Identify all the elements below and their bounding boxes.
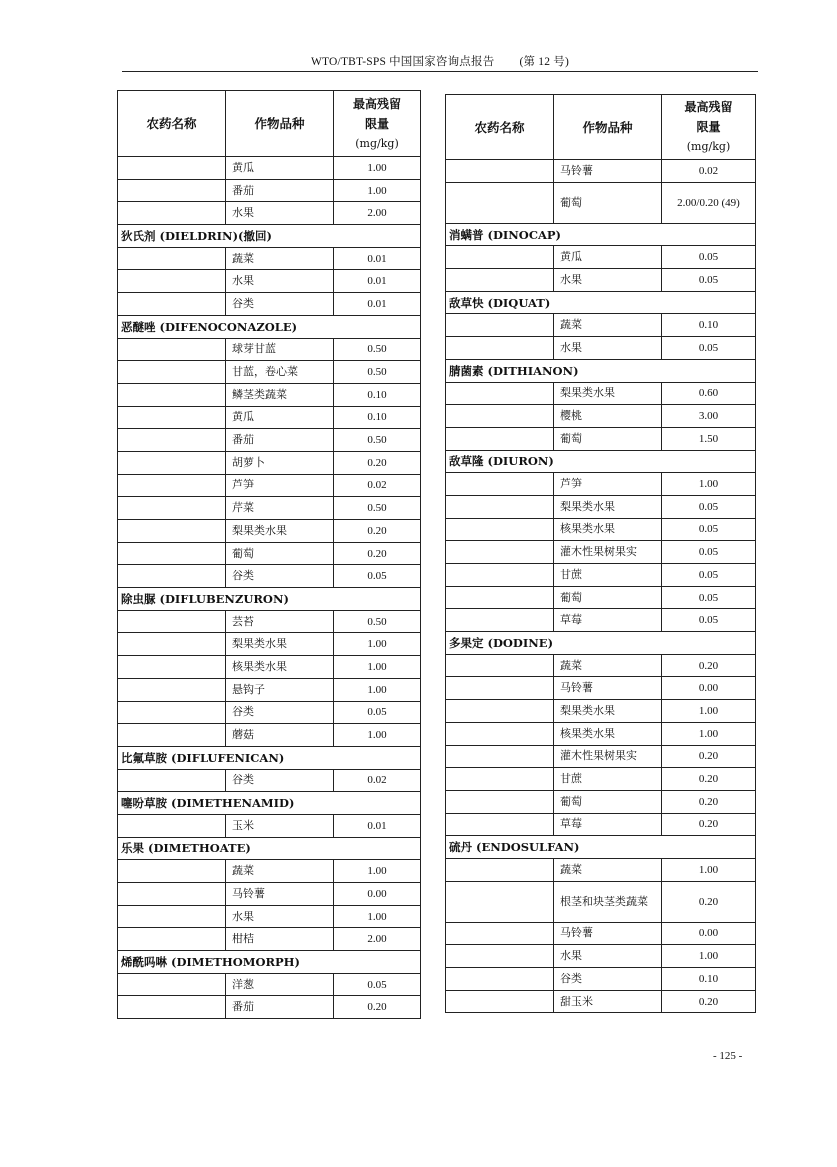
empty-pesticide-cell	[446, 922, 554, 945]
crop-row	[446, 382, 756, 405]
crop-name: 灌木性果树果实	[554, 541, 662, 564]
crop-name: 谷类	[226, 769, 334, 792]
crop-row	[118, 179, 421, 202]
crop-row	[446, 945, 756, 968]
residue-limit: 0.20	[334, 451, 421, 474]
pesticide-row	[118, 792, 421, 815]
crop-row	[118, 678, 421, 701]
crop-row	[118, 565, 421, 588]
empty-pesticide-cell	[118, 973, 226, 996]
empty-pesticide-cell	[118, 542, 226, 565]
residue-limit: 1.00	[334, 860, 421, 883]
empty-pesticide-cell	[446, 337, 554, 360]
table-body-right	[446, 160, 756, 1013]
crop-name: 根茎和块茎类蔬菜	[554, 881, 662, 922]
crop-row	[118, 542, 421, 565]
empty-pesticide-cell	[118, 769, 226, 792]
residue-limit: 2.00	[334, 202, 421, 225]
crop-name: 水果	[226, 202, 334, 225]
empty-pesticide-cell	[118, 814, 226, 837]
empty-pesticide-cell	[446, 858, 554, 881]
crop-row	[118, 883, 421, 906]
crop-name: 葡萄	[554, 586, 662, 609]
residue-limit: 0.02	[662, 160, 756, 183]
crop-name: 水果	[226, 905, 334, 928]
empty-pesticide-cell	[446, 813, 554, 836]
residue-limit: 2.00/0.20 (49)	[662, 182, 756, 223]
empty-pesticide-cell	[446, 654, 554, 677]
crop-row	[446, 405, 756, 428]
crop-row	[118, 701, 421, 724]
residue-limit: 1.00	[662, 473, 756, 496]
crop-row	[446, 813, 756, 836]
crop-name: 水果	[226, 270, 334, 293]
residue-limit: 0.20	[662, 745, 756, 768]
crop-row	[446, 495, 756, 518]
empty-pesticide-cell	[446, 182, 554, 223]
pesticide-name: 狄氏剂 (DIELDRIN)(撤回)	[118, 225, 421, 248]
crop-name: 核果类水果	[554, 722, 662, 745]
header-limit-line1: 最高残留	[352, 96, 401, 111]
empty-pesticide-cell	[118, 361, 226, 384]
residue-limit: 1.00	[334, 633, 421, 656]
residue-limit: 0.20	[334, 542, 421, 565]
empty-pesticide-cell	[446, 564, 554, 587]
residue-limit: 0.05	[334, 565, 421, 588]
pesticide-row	[118, 588, 421, 611]
crop-row	[118, 451, 421, 474]
pesticide-name: 烯酰吗啉 (DIMETHOMORPH)	[118, 951, 421, 974]
header-limit-unit: (mg/kg)	[686, 140, 731, 153]
crop-name: 葡萄	[554, 790, 662, 813]
pesticide-row	[118, 837, 421, 860]
residue-limit: 0.05	[662, 518, 756, 541]
crop-row	[446, 182, 756, 223]
crop-name: 黄瓜	[554, 246, 662, 269]
header-limit-line2: 限量	[696, 120, 721, 134]
empty-pesticide-cell	[118, 724, 226, 747]
empty-pesticide-cell	[446, 677, 554, 700]
page-number: - 125 -	[713, 1050, 743, 1062]
pesticide-row	[446, 450, 756, 473]
residue-limit: 0.05	[334, 973, 421, 996]
pesticide-name: 敌草快 (DIQUAT)	[446, 291, 756, 314]
crop-name: 蔬菜	[226, 860, 334, 883]
crop-row	[118, 383, 421, 406]
crop-row	[446, 654, 756, 677]
crop-row	[446, 881, 756, 922]
crop-name: 芹菜	[226, 497, 334, 520]
crop-name: 胡萝卜	[226, 451, 334, 474]
header-title: WTO/TBT-SPS 中国国家咨询点报告	[310, 56, 495, 68]
pesticide-name: 噻吩草胺 (DIMETHENAMID)	[118, 792, 421, 815]
residue-limit: 1.00	[334, 724, 421, 747]
crop-row	[446, 677, 756, 700]
residue-limit: 0.20	[334, 520, 421, 543]
crop-row	[118, 474, 421, 497]
crop-row	[446, 790, 756, 813]
empty-pesticide-cell	[446, 518, 554, 541]
crop-row	[446, 314, 756, 337]
empty-pesticide-cell	[446, 945, 554, 968]
crop-name: 鳞茎类蔬菜	[226, 383, 334, 406]
header-crop: 作物品种	[554, 95, 662, 160]
residue-limit: 0.05	[662, 609, 756, 632]
residue-limit: 0.05	[334, 701, 421, 724]
crop-row	[118, 860, 421, 883]
residue-limit: 0.01	[334, 293, 421, 316]
crop-row	[446, 700, 756, 723]
pesticide-name: 敌草隆 (DIURON)	[446, 450, 756, 473]
crop-row	[118, 724, 421, 747]
empty-pesticide-cell	[118, 678, 226, 701]
residue-limit: 0.00	[662, 677, 756, 700]
crop-name: 柑桔	[226, 928, 334, 951]
header-limit-line2: 限量	[364, 116, 389, 131]
residue-limit: 1.00	[662, 722, 756, 745]
residue-limit: 1.00	[662, 700, 756, 723]
pesticide-row	[446, 836, 756, 859]
empty-pesticide-cell	[446, 722, 554, 745]
crop-row	[118, 973, 421, 996]
empty-pesticide-cell	[118, 157, 226, 180]
header-pesticide: 农药名称	[446, 95, 554, 160]
crop-row	[118, 928, 421, 951]
header-limit-line1: 最高残留	[684, 100, 733, 114]
crop-name: 谷类	[226, 701, 334, 724]
crop-name: 马铃薯	[554, 922, 662, 945]
crop-row	[118, 361, 421, 384]
pesticide-name: 除虫脲 (DIFLUBENZURON)	[118, 588, 421, 611]
empty-pesticide-cell	[118, 383, 226, 406]
residue-table-left	[117, 90, 421, 1019]
crop-row	[118, 497, 421, 520]
empty-pesticide-cell	[118, 451, 226, 474]
pesticide-row	[118, 225, 421, 248]
crop-name: 悬钩子	[226, 678, 334, 701]
crop-name: 芦笋	[554, 473, 662, 496]
empty-pesticide-cell	[118, 474, 226, 497]
empty-pesticide-cell	[446, 382, 554, 405]
empty-pesticide-cell	[446, 990, 554, 1013]
crop-name: 灌木性果树果实	[554, 745, 662, 768]
crop-name: 番茄	[226, 179, 334, 202]
empty-pesticide-cell	[446, 495, 554, 518]
crop-row	[446, 990, 756, 1013]
residue-limit: 1.00	[334, 656, 421, 679]
pesticide-row	[446, 359, 756, 382]
empty-pesticide-cell	[446, 700, 554, 723]
empty-pesticide-cell	[118, 565, 226, 588]
empty-pesticide-cell	[118, 905, 226, 928]
crop-name: 甘蔗	[554, 564, 662, 587]
crop-name: 梨果类水果	[554, 700, 662, 723]
empty-pesticide-cell	[118, 701, 226, 724]
header-limit-unit: (mg/kg)	[355, 136, 399, 150]
crop-name: 球芽甘蓝	[226, 338, 334, 361]
pesticide-name: 乐果 (DIMETHOATE)	[118, 837, 421, 860]
crop-row	[118, 633, 421, 656]
empty-pesticide-cell	[118, 293, 226, 316]
crop-name: 谷类	[226, 565, 334, 588]
empty-pesticide-cell	[446, 473, 554, 496]
crop-name: 芸苔	[226, 610, 334, 633]
residue-limit: 0.00	[334, 883, 421, 906]
crop-name: 马铃薯	[554, 677, 662, 700]
pesticide-row	[446, 632, 756, 655]
crop-name: 黄瓜	[226, 157, 334, 180]
residue-limit: 0.05	[662, 269, 756, 292]
crop-row	[446, 246, 756, 269]
residue-limit: 1.00	[334, 179, 421, 202]
empty-pesticide-cell	[446, 246, 554, 269]
crop-name: 核果类水果	[226, 656, 334, 679]
crop-name: 蔬菜	[554, 654, 662, 677]
residue-limit: 0.20	[662, 813, 756, 836]
crop-name: 葡萄	[554, 427, 662, 450]
crop-row	[446, 427, 756, 450]
residue-limit: 0.20	[662, 790, 756, 813]
empty-pesticide-cell	[446, 745, 554, 768]
crop-name: 葡萄	[226, 542, 334, 565]
crop-name: 核果类水果	[554, 518, 662, 541]
pesticide-row	[446, 223, 756, 246]
crop-row	[446, 564, 756, 587]
residue-limit: 1.00	[662, 858, 756, 881]
header-issue: (第 12 号)	[519, 56, 570, 68]
residue-limit: 1.50	[662, 427, 756, 450]
crop-name: 葡萄	[554, 182, 662, 223]
crop-name: 谷类	[226, 293, 334, 316]
residue-limit: 0.50	[334, 497, 421, 520]
residue-limit: 0.00	[662, 922, 756, 945]
empty-pesticide-cell	[118, 656, 226, 679]
crop-row	[446, 858, 756, 881]
residue-limit: 0.01	[334, 247, 421, 270]
crop-name: 梨果类水果	[554, 382, 662, 405]
residue-limit: 0.20	[334, 996, 421, 1019]
crop-name: 蔬菜	[554, 314, 662, 337]
crop-name: 甘蔗	[554, 768, 662, 791]
residue-limit: 0.05	[662, 495, 756, 518]
crop-row	[118, 157, 421, 180]
empty-pesticide-cell	[118, 179, 226, 202]
empty-pesticide-cell	[118, 247, 226, 270]
crop-name: 甜玉米	[554, 990, 662, 1013]
residue-limit: 0.10	[662, 314, 756, 337]
crop-name: 芦笋	[226, 474, 334, 497]
empty-pesticide-cell	[446, 405, 554, 428]
crop-name: 黄瓜	[226, 406, 334, 429]
crop-name: 马铃薯	[226, 883, 334, 906]
crop-name: 甘蓝，卷心菜	[226, 361, 334, 384]
pesticide-name: 多果定 (DODINE)	[446, 632, 756, 655]
crop-row	[118, 520, 421, 543]
empty-pesticide-cell	[446, 314, 554, 337]
page-header	[120, 53, 760, 69]
empty-pesticide-cell	[446, 968, 554, 991]
crop-row	[118, 202, 421, 225]
crop-row	[118, 247, 421, 270]
residue-limit: 0.05	[662, 246, 756, 269]
crop-name: 梨果类水果	[226, 520, 334, 543]
pesticide-row	[118, 746, 421, 769]
table-body-left	[118, 157, 421, 1019]
crop-row	[118, 769, 421, 792]
residue-limit: 0.50	[334, 338, 421, 361]
pesticide-name: 比氟草胺 (DIFLUFENICAN)	[118, 746, 421, 769]
residue-limit: 0.10	[662, 968, 756, 991]
empty-pesticide-cell	[446, 427, 554, 450]
pesticide-name: 消螨普 (DINOCAP)	[446, 223, 756, 246]
empty-pesticide-cell	[118, 270, 226, 293]
residue-limit: 0.02	[334, 769, 421, 792]
crop-name: 蘑菇	[226, 724, 334, 747]
empty-pesticide-cell	[118, 429, 226, 452]
header-pesticide: 农药名称	[118, 91, 226, 157]
residue-limit: 2.00	[334, 928, 421, 951]
residue-limit: 0.20	[662, 990, 756, 1013]
crop-row	[118, 293, 421, 316]
crop-name: 水果	[554, 337, 662, 360]
crop-row	[118, 270, 421, 293]
empty-pesticide-cell	[446, 790, 554, 813]
empty-pesticide-cell	[446, 609, 554, 632]
empty-pesticide-cell	[118, 338, 226, 361]
residue-limit: 0.20	[662, 654, 756, 677]
crop-row	[446, 473, 756, 496]
residue-limit: 3.00	[662, 405, 756, 428]
residue-limit: 0.05	[662, 337, 756, 360]
empty-pesticide-cell	[118, 883, 226, 906]
header-limit	[662, 95, 756, 160]
pesticide-name: 腈菌素 (DITHIANON)	[446, 359, 756, 382]
residue-limit: 0.01	[334, 270, 421, 293]
residue-limit: 0.50	[334, 361, 421, 384]
pesticide-row	[118, 951, 421, 974]
empty-pesticide-cell	[118, 610, 226, 633]
crop-row	[118, 610, 421, 633]
crop-row	[446, 269, 756, 292]
crop-name: 马铃薯	[554, 160, 662, 183]
residue-limit: 0.50	[334, 429, 421, 452]
crop-name: 樱桃	[554, 405, 662, 428]
empty-pesticide-cell	[118, 520, 226, 543]
empty-pesticide-cell	[446, 160, 554, 183]
crop-row	[118, 814, 421, 837]
crop-name: 蔬菜	[226, 247, 334, 270]
crop-row	[446, 722, 756, 745]
header-limit	[334, 91, 421, 157]
crop-row	[118, 406, 421, 429]
residue-limit: 1.00	[662, 945, 756, 968]
crop-name: 梨果类水果	[554, 495, 662, 518]
crop-row	[446, 160, 756, 183]
empty-pesticide-cell	[118, 996, 226, 1019]
residue-limit: 1.00	[334, 905, 421, 928]
crop-name: 水果	[554, 269, 662, 292]
empty-pesticide-cell	[446, 269, 554, 292]
empty-pesticide-cell	[446, 768, 554, 791]
residue-limit: 0.20	[662, 881, 756, 922]
crop-name: 草莓	[554, 609, 662, 632]
header-crop: 作物品种	[226, 91, 334, 157]
residue-limit: 0.05	[662, 586, 756, 609]
crop-row	[446, 337, 756, 360]
crop-row	[446, 518, 756, 541]
crop-row	[446, 609, 756, 632]
residue-limit: 1.00	[334, 678, 421, 701]
crop-row	[118, 338, 421, 361]
empty-pesticide-cell	[446, 541, 554, 564]
pesticide-name: 恶醚唑 (DIFENOCONAZOLE)	[118, 315, 421, 338]
empty-pesticide-cell	[446, 881, 554, 922]
residue-limit: 0.05	[662, 564, 756, 587]
crop-name: 梨果类水果	[226, 633, 334, 656]
crop-name: 谷类	[554, 968, 662, 991]
crop-row	[118, 996, 421, 1019]
empty-pesticide-cell	[118, 928, 226, 951]
crop-row	[446, 586, 756, 609]
crop-name: 番茄	[226, 429, 334, 452]
empty-pesticide-cell	[446, 586, 554, 609]
empty-pesticide-cell	[118, 633, 226, 656]
crop-name: 水果	[554, 945, 662, 968]
empty-pesticide-cell	[118, 202, 226, 225]
pesticide-row	[118, 315, 421, 338]
empty-pesticide-cell	[118, 497, 226, 520]
crop-row	[118, 429, 421, 452]
pesticide-name: 硫丹 (ENDOSULFAN)	[446, 836, 756, 859]
crop-row	[118, 656, 421, 679]
header-rule	[122, 71, 758, 72]
empty-pesticide-cell	[118, 406, 226, 429]
crop-name: 蔬菜	[554, 858, 662, 881]
crop-name: 玉米	[226, 814, 334, 837]
residue-limit: 0.60	[662, 382, 756, 405]
residue-limit: 0.20	[662, 768, 756, 791]
crop-row	[446, 541, 756, 564]
residue-limit: 0.10	[334, 383, 421, 406]
crop-row	[446, 922, 756, 945]
crop-name: 洋葱	[226, 973, 334, 996]
crop-row	[446, 968, 756, 991]
crop-row	[446, 745, 756, 768]
residue-limit: 0.02	[334, 474, 421, 497]
empty-pesticide-cell	[118, 860, 226, 883]
crop-row	[118, 905, 421, 928]
residue-limit: 0.01	[334, 814, 421, 837]
residue-limit: 0.50	[334, 610, 421, 633]
pesticide-row	[446, 291, 756, 314]
residue-table-right	[445, 94, 756, 1013]
residue-limit: 1.00	[334, 157, 421, 180]
residue-limit: 0.05	[662, 541, 756, 564]
crop-name: 草莓	[554, 813, 662, 836]
crop-name: 番茄	[226, 996, 334, 1019]
crop-row	[446, 768, 756, 791]
residue-limit: 0.10	[334, 406, 421, 429]
